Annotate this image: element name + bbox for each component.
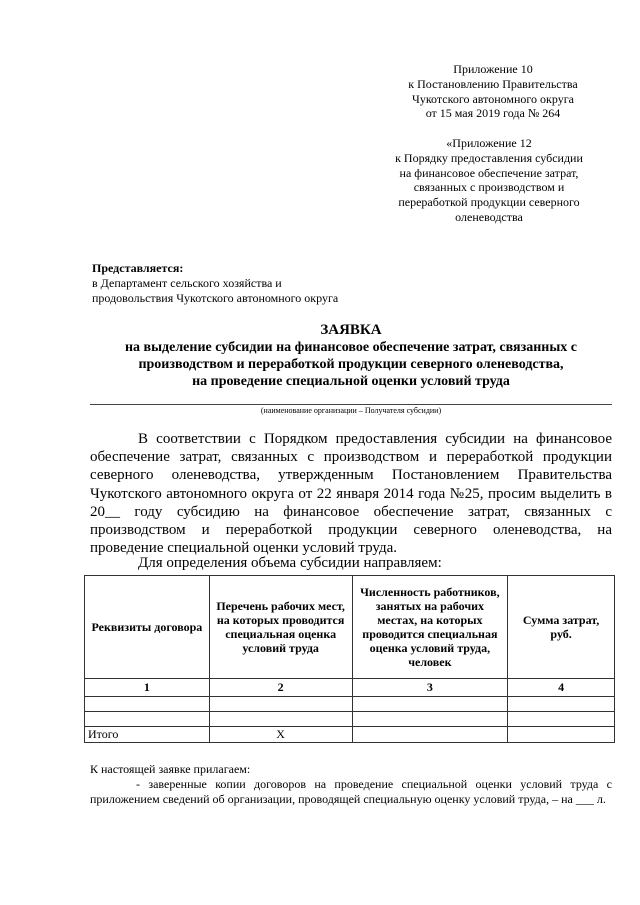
appendix-line: «Приложение 12 [446, 136, 532, 150]
appendix-line: оленеводства [455, 209, 523, 224]
title-heading: ЗАЯВКА [320, 322, 382, 338]
appendix-procedure-reference [378, 136, 600, 225]
submitted-to-block [92, 261, 422, 305]
title-line: на выделение субсидии на финансовое обеспечение затрат, связанных с [124, 340, 578, 355]
subsidy-table [84, 575, 615, 743]
enclosure-intro: Для определения объема субсидии направляем: [138, 555, 442, 571]
attachments-title: К настоящей заявке прилагаем: [90, 762, 251, 776]
total-sum-cell[interactable] [508, 727, 615, 743]
submitted-label: Представляется: [92, 261, 184, 275]
table-header-row [85, 576, 615, 679]
column-header: Реквизиты договора [85, 576, 210, 679]
table-cell[interactable] [352, 697, 508, 712]
column-number-row [85, 679, 615, 697]
total-label: Итого [85, 727, 210, 743]
total-not-applicable: Х [209, 727, 352, 743]
document-title [90, 322, 612, 390]
attachments-block [90, 762, 612, 807]
table-row [85, 697, 615, 712]
appendix-line: от 15 мая 2019 года № 264 [425, 106, 561, 121]
attachment-item: - заверенные копии договоров на проведение специальной оценки условий труда с приложением сведений об организации, проводящей специальную оценку условий труда, – на ___ л. [90, 777, 612, 806]
title-line: на проведение специальной оценки условий труда [192, 374, 510, 389]
appendix-line: переработкой продукции северного [398, 195, 580, 210]
total-workers-cell[interactable] [352, 727, 508, 743]
table-cell[interactable] [508, 712, 615, 727]
appendix-reference [386, 62, 600, 121]
column-number: 4 [508, 679, 615, 697]
table-row [85, 712, 615, 727]
column-number: 2 [209, 679, 352, 697]
appendix-line: связанных с производством и [413, 180, 565, 195]
table-cell[interactable] [85, 712, 210, 727]
column-header: Сумма затрат, руб. [508, 576, 615, 679]
appendix-line: Приложение 10 [453, 62, 533, 76]
table-cell[interactable] [85, 697, 210, 712]
recipient-line: продовольствия Чукотского автономного округа [92, 290, 339, 305]
title-line: производством и переработкой продукции северного оленеводства, [138, 357, 564, 372]
appendix-line: к Порядку предоставления субсидии [395, 150, 583, 165]
table-cell[interactable] [352, 712, 508, 727]
column-number: 3 [352, 679, 508, 697]
request-paragraph: В соответствии с Порядком предоставления субсидии на финансовое обеспечение затрат, связанных с производством и переработкой продукции северного оленеводства, утвержденным Постановлением Правительства Чукотского автономного округа от 22 января 2014 года №25, просим выделить в 20__ году субсидию на финансовое обеспечение затрат, связанных с производством и переработкой продукции северного оленеводства, на проведение специальной оценки условий труда. [90, 431, 612, 557]
column-number: 1 [85, 679, 210, 697]
recipient-line: в Департамент сельского хозяйства и [92, 275, 282, 290]
total-row [85, 727, 615, 743]
appendix-line: к Постановлению Правительства [408, 76, 578, 91]
table-cell[interactable] [209, 697, 352, 712]
table-cell[interactable] [508, 697, 615, 712]
appendix-line: Чукотского автономного округа [412, 91, 574, 106]
organization-caption: (наименование организации – Получателя субсидии) [260, 406, 442, 415]
table-cell[interactable] [209, 712, 352, 727]
organization-name-line[interactable] [90, 404, 612, 405]
column-header: Перечень рабочих мест, на которых проводится специальная оценка условий труда [209, 576, 352, 679]
column-header: Численность работников, занятых на рабочих местах, на которых проводится специальная оценка условий труда, человек [352, 576, 508, 679]
appendix-line: на финансовое обеспечение затрат, [399, 165, 579, 180]
